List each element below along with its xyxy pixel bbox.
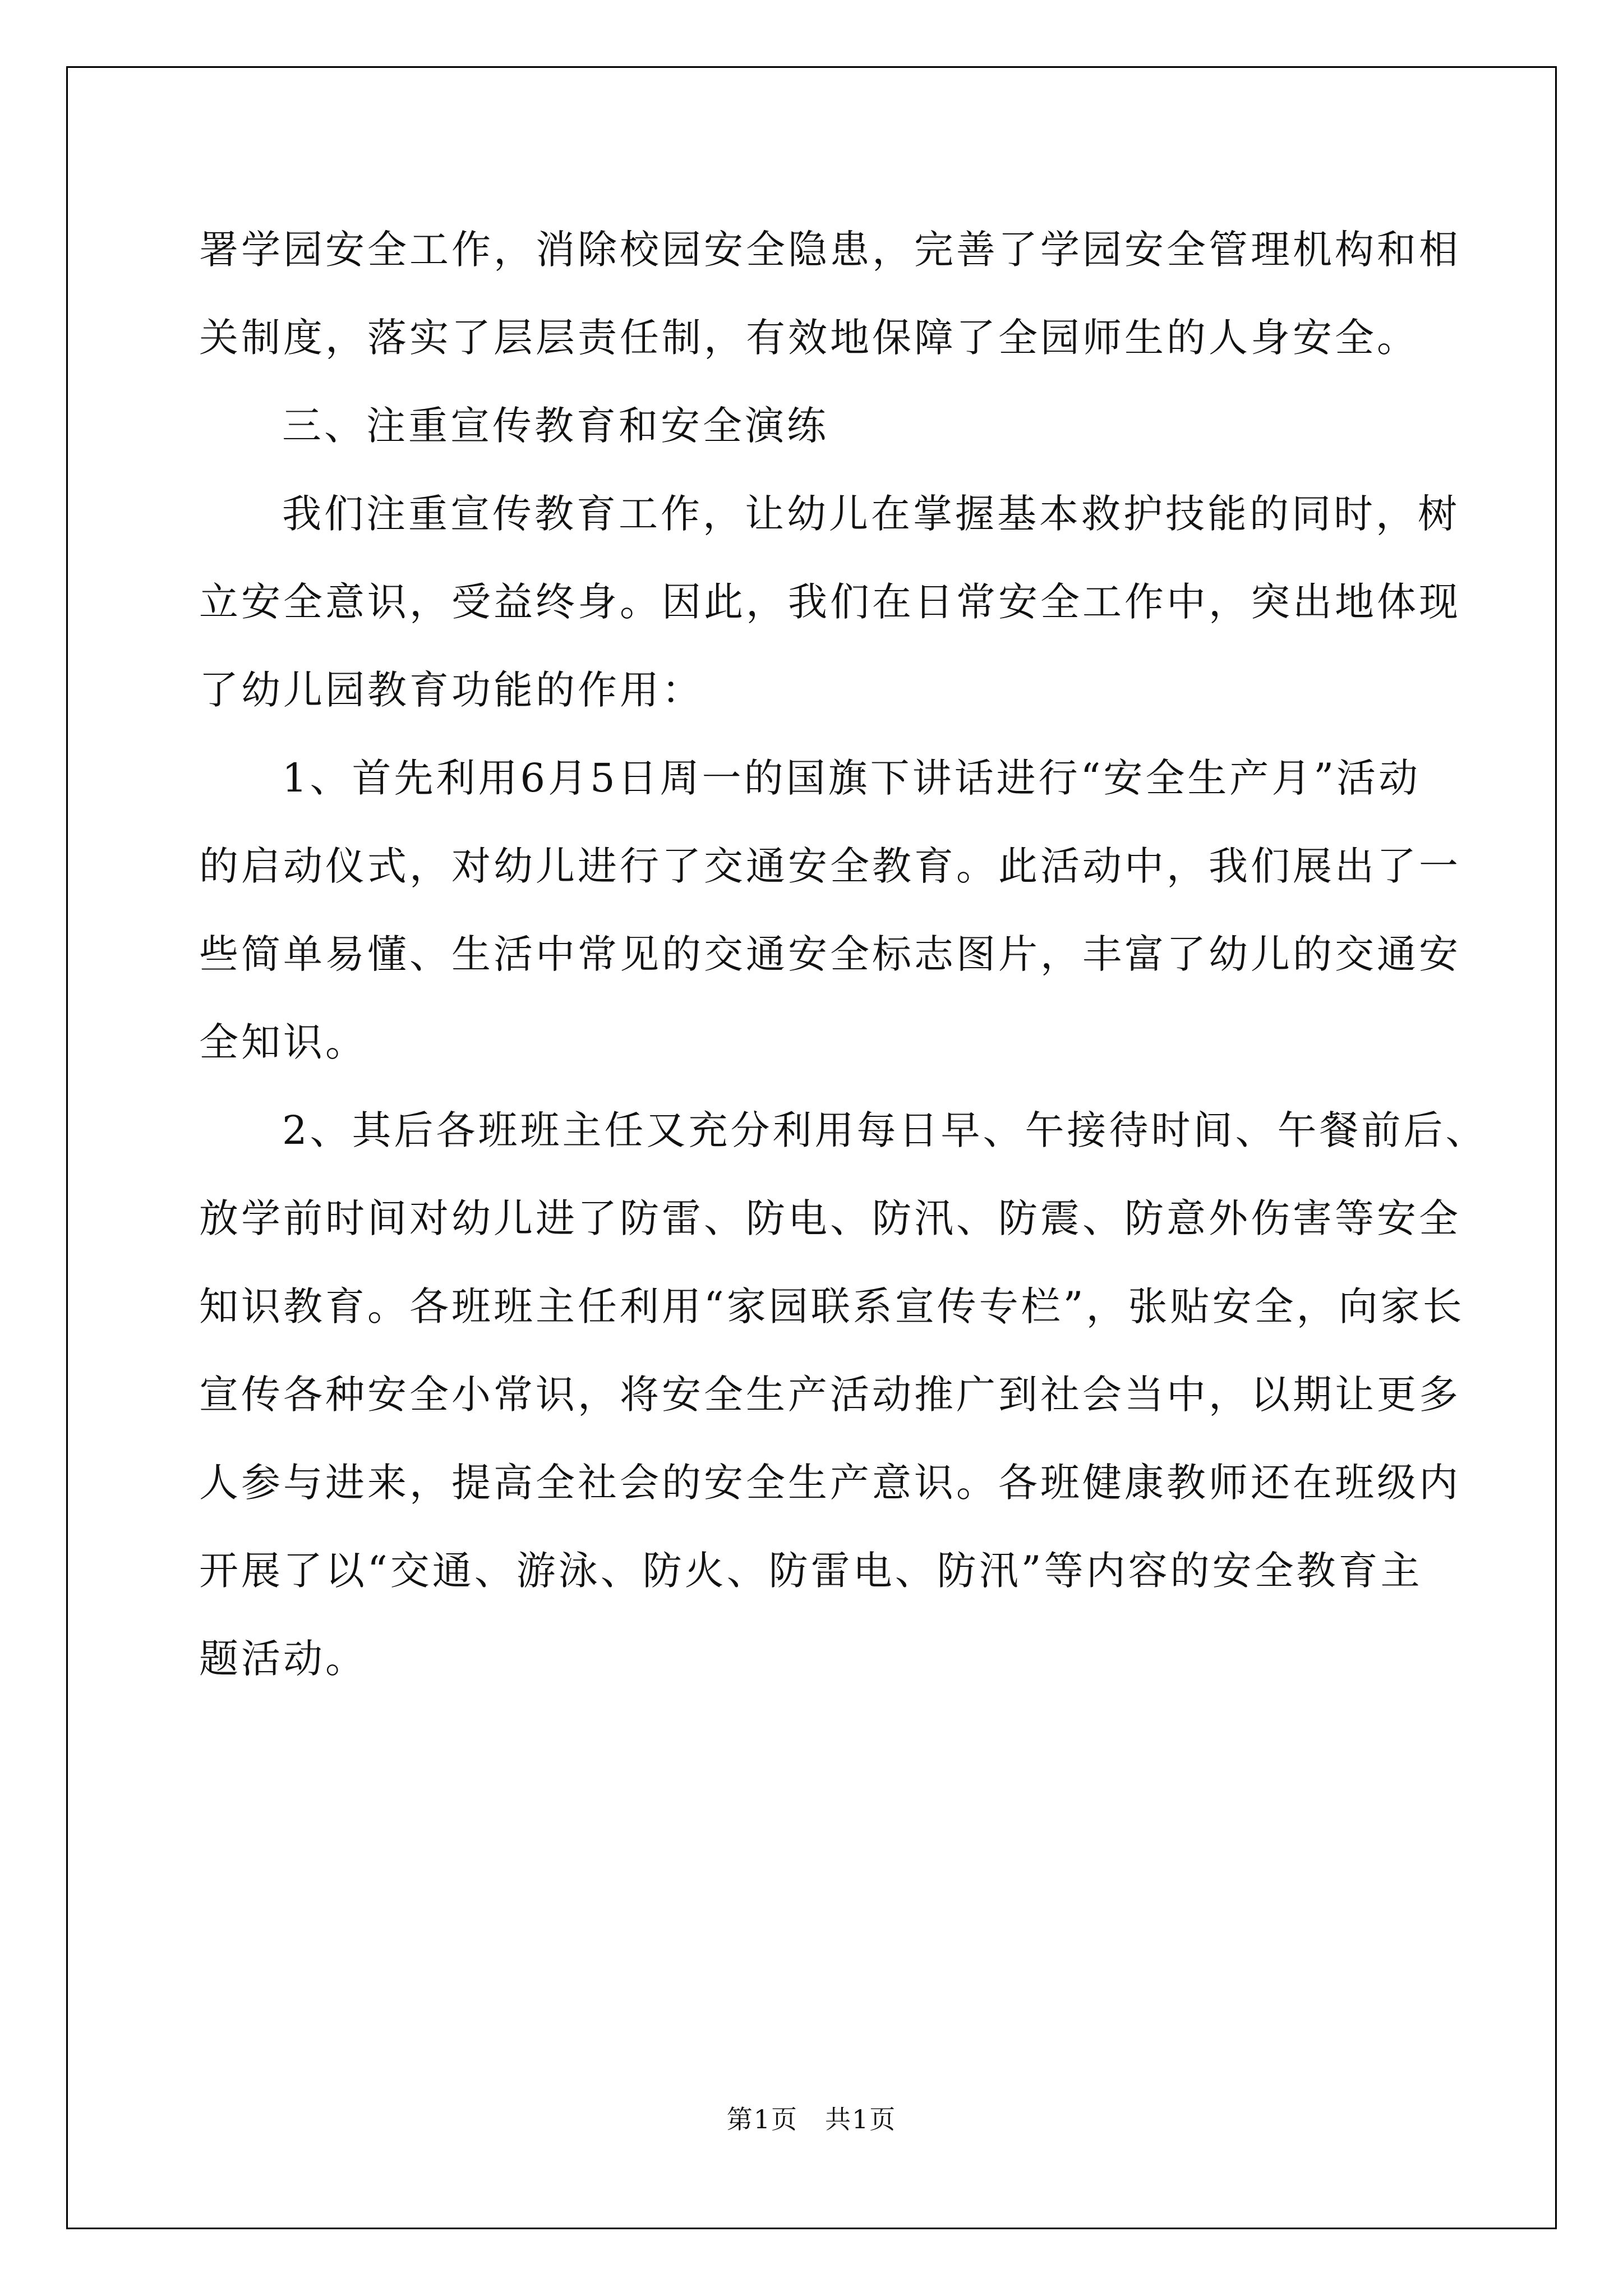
text-line: 2、其后各班班主任又充分利用每日早、午接待时间、午餐前后、 [282,1107,1488,1153]
text-line: 我们注重宣传教育工作，让幼儿在掌握基本救护技能的同时，树 [282,491,1460,537]
text-line: 题活动。 [199,1636,367,1682]
text-line: 人参与进来，提高全社会的安全生产意识。各班健康教师还在班级内 [199,1460,1461,1506]
text-line: 署学园安全工作，消除校园安全隐患，完善了学园安全管理机构和相 [199,227,1461,273]
document-body [199,222,1488,1719]
text-line: 1、首先利用6月5日周一的国旗下讲话进行“安全生产月”活动 [282,755,1421,801]
text-line: 关制度，落实了层层责任制，有效地保障了全园师生的人身安全。 [199,315,1419,361]
text-line: 的启动仪式，对幼儿进行了交通安全教育。此活动中，我们展出了一 [199,843,1461,889]
text-line: 立安全意识，受益终身。因此，我们在日常安全工作中，突出地体现 [199,579,1461,625]
text-line: 开展了以“交通、游泳、防火、防雷电、防汛”等内容的安全教育主 [199,1548,1423,1594]
text-line: 知识教育。各班班主任利用“家园联系宣传专栏”，张贴安全，向家长 [199,1283,1465,1329]
text-line: 宣传各种安全小常识，将安全生产活动推广到社会当中，以期让更多 [199,1372,1461,1418]
text-line: 了幼儿园教育功能的作用： [199,667,704,713]
section-heading: 三、注重宣传教育和安全演练 [282,403,829,449]
text-line: 些简单易懂、生活中常见的交通安全标志图片，丰富了幼儿的交通安 [199,931,1461,977]
text-line: 放学前时间对幼儿进了防雷、防电、防汛、防震、防意外伤害等安全 [199,1195,1461,1241]
page-footer: 第1页 共1页 [726,2104,897,2134]
text-line: 全知识。 [199,1019,367,1065]
